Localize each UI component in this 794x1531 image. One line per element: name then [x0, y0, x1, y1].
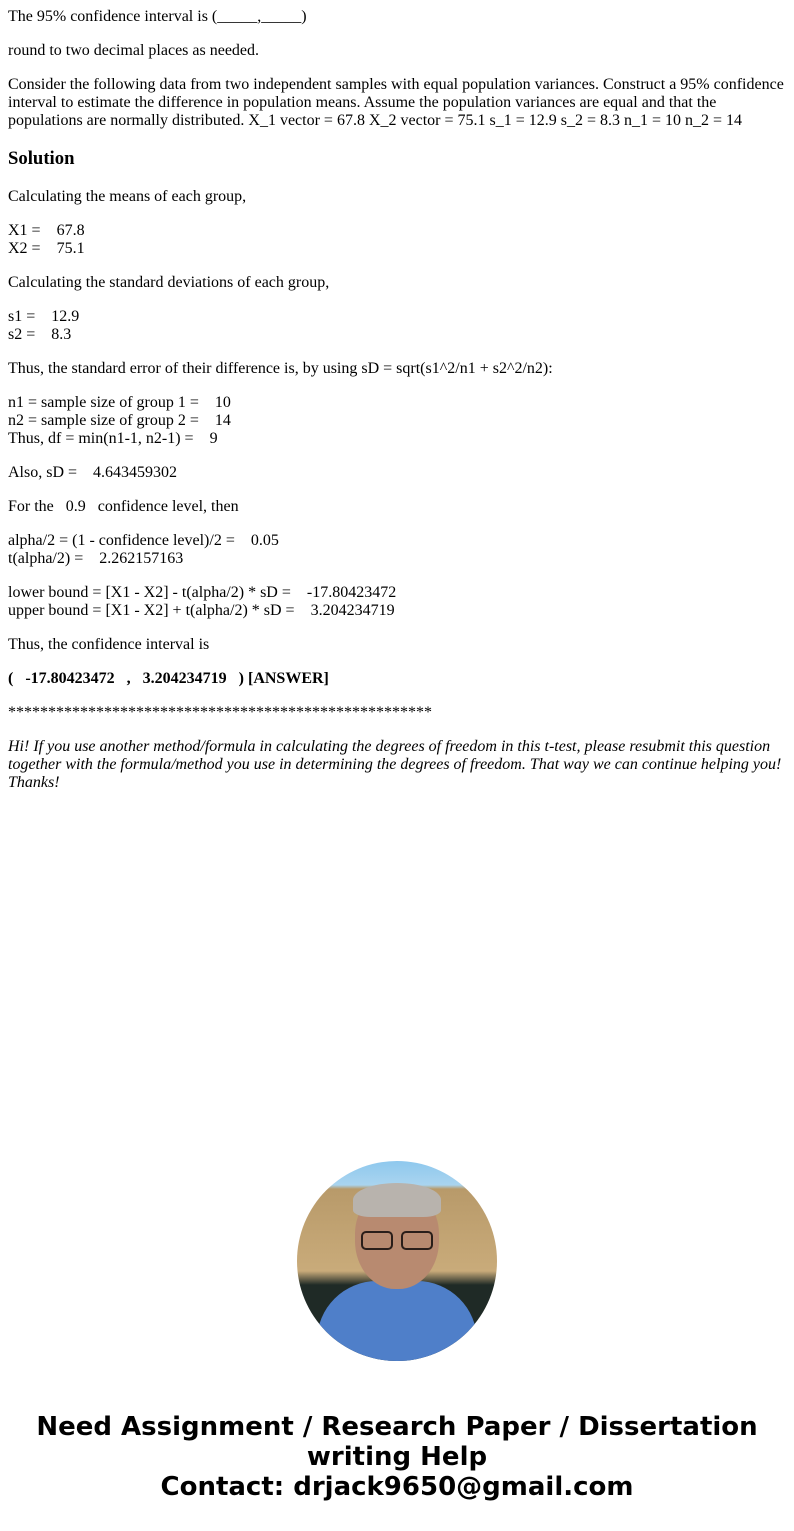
author-photo [297, 1161, 497, 1361]
ci-intro: Thus, the confidence interval is [8, 636, 210, 653]
bounds [8, 584, 786, 620]
x2-value: X2 = 75.1 [8, 240, 85, 257]
sd-result: Also, sD = 4.643459302 [8, 464, 178, 481]
t-value: t(alpha/2) = 2.262157163 [8, 550, 184, 567]
critical-values [8, 532, 786, 568]
alpha-value: alpha/2 = (1 - confidence level)/2 = 0.05 [8, 532, 279, 549]
separator-stars: ***************************************************** [8, 704, 432, 721]
se-intro: Thus, the standard error of their difference is, by using sD = sqrt(s1^2/n1 + s2^2/n2): [8, 360, 553, 377]
sample-sizes [8, 394, 786, 448]
df-value: Thus, df = min(n1-1, n2-1) = 9 [8, 430, 218, 447]
glasses-icon [361, 1231, 433, 1247]
contact-footer [0, 1412, 794, 1502]
s2-value: s2 = 8.3 [8, 326, 72, 343]
means-intro: Calculating the means of each group, [8, 188, 247, 205]
n1-value: n1 = sample size of group 1 = 10 [8, 394, 231, 411]
footer-contact: Contact: drjack9650@gmail.com [160, 1472, 634, 1502]
sd-values [8, 308, 786, 344]
confidence-level: For the 0.9 confidence level, then [8, 498, 239, 515]
means-values [8, 222, 786, 258]
lower-bound: lower bound = [X1 - X2] - t(alpha/2) * sD = -17.80423472 [8, 584, 397, 601]
question-line-1: The 95% confidence interval is (_____,_____) [8, 8, 307, 25]
document-body [0, 8, 794, 792]
x1-value: X1 = 67.8 [8, 222, 85, 239]
sd-intro: Calculating the standard deviations of each group, [8, 274, 330, 291]
s1-value: s1 = 12.9 [8, 308, 80, 325]
note: Hi! If you use another method/formula in calculating the degrees of freedom in this t-test, please resubmit this question together with the formula/method you use in determining the degrees of freedom. That way we can continue helping you! Thanks! [8, 738, 782, 791]
solution-heading: Solution [8, 148, 75, 169]
answer: ( -17.80423472 , 3.204234719 ) [ANSWER] [8, 670, 329, 687]
question-line-2: round to two decimal places as needed. [8, 42, 260, 59]
n2-value: n2 = sample size of group 2 = 14 [8, 412, 231, 429]
upper-bound: upper bound = [X1 - X2] + t(alpha/2) * sD = 3.204234719 [8, 602, 395, 619]
footer-help-text: Need Assignment / Research Paper / Dissertation writing Help [36, 1412, 758, 1472]
question-text: Consider the following data from two independent samples with equal population variances. Construct a 95% confidence interval to estimate the difference in population means. Assume the population variances are equal and that the populations are normally distributed. X_1 vector = 67.8 X_2 vector = 75.1 s_1 = 12.9 s_2 = 8.3 n_1 = 10 n_2 = 14 [8, 76, 784, 129]
